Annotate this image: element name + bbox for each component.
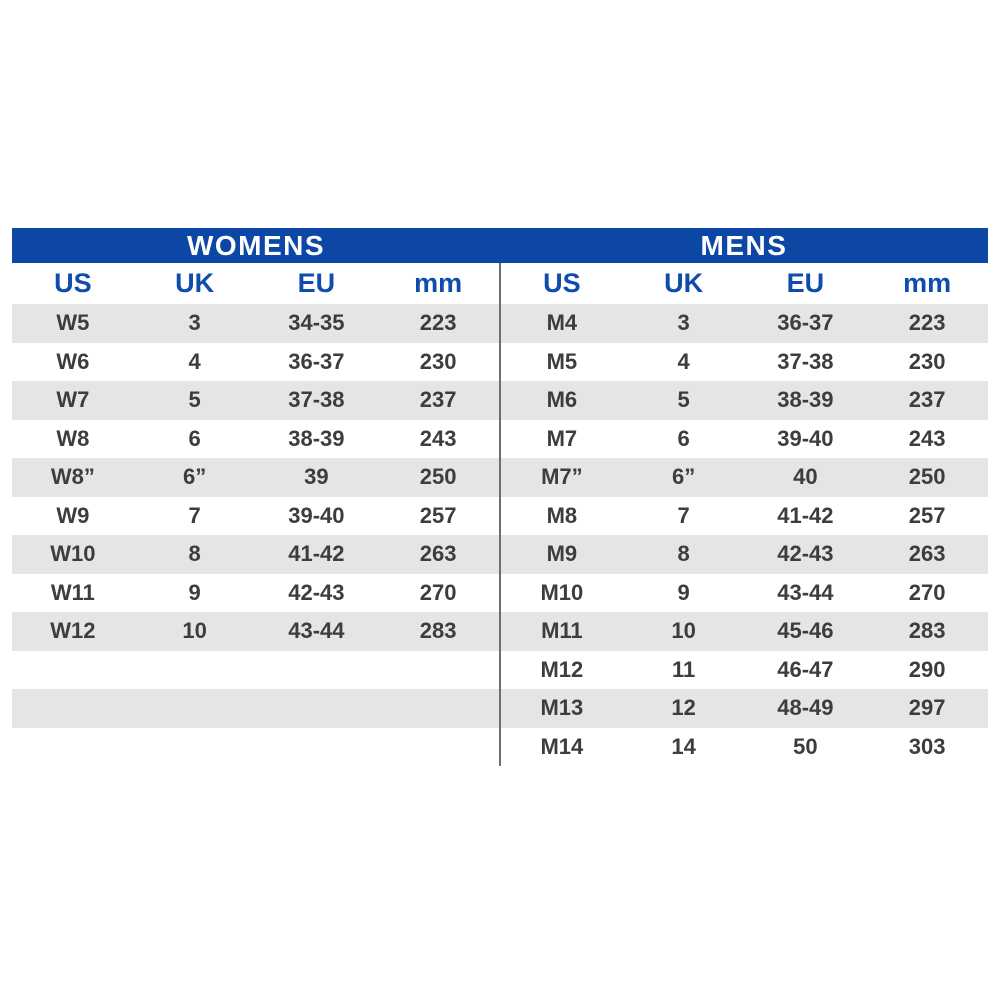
cell-uk: 9	[188, 579, 201, 605]
table-row	[501, 689, 988, 728]
table-row	[501, 535, 988, 574]
cell-us: M7”	[541, 464, 583, 490]
cell-us: M5	[546, 348, 578, 374]
womens-section-title: WOMENS	[186, 229, 326, 261]
cell-uk: 6”	[183, 464, 207, 490]
cell-uk: 5	[677, 387, 690, 413]
table-row	[501, 574, 988, 613]
cell-uk: 4	[677, 348, 690, 374]
cell-mm: 223	[419, 310, 457, 336]
cell-eu: 42-43	[777, 541, 834, 567]
cell-uk: 9	[677, 579, 690, 605]
table-row	[12, 343, 499, 382]
cell-mm: 283	[419, 618, 457, 644]
cell-mm: 243	[908, 425, 946, 451]
table-row	[501, 728, 988, 767]
column-header-mm: mm	[414, 268, 463, 298]
table-row	[501, 458, 988, 497]
column-header-eu: EU	[297, 268, 336, 298]
cell-mm: 230	[908, 348, 946, 374]
cell-us: M12	[540, 656, 584, 682]
column-header-row	[501, 263, 988, 304]
cell-us: W9	[56, 502, 90, 528]
chart-title-bar	[12, 228, 988, 263]
table-row	[501, 497, 988, 536]
cell-mm: 237	[419, 387, 457, 413]
cell-uk: 10	[671, 618, 696, 644]
table-row	[501, 420, 988, 459]
cell-mm: 223	[908, 310, 946, 336]
cell-mm: 257	[419, 502, 457, 528]
cell-us: M6	[546, 387, 578, 413]
cell-eu: 39-40	[288, 502, 345, 528]
cell-eu: 39	[304, 464, 329, 490]
cell-uk: 10	[182, 618, 207, 644]
column-header-row	[12, 263, 499, 304]
cell-uk: 7	[677, 502, 690, 528]
cell-uk: 6	[188, 425, 201, 451]
table-row	[12, 497, 499, 536]
cell-us: W8	[56, 425, 90, 451]
cell-us: W8”	[50, 464, 95, 490]
cell-uk: 7	[188, 502, 201, 528]
cell-uk: 3	[677, 310, 690, 336]
mens-section-title: MENS	[700, 229, 788, 261]
cell-uk: 11	[671, 656, 696, 682]
cell-eu: 42-43	[288, 579, 345, 605]
cell-eu: 39-40	[777, 425, 834, 451]
cell-uk: 14	[671, 733, 696, 759]
cell-eu: 46-47	[777, 656, 834, 682]
cell-us: W6	[56, 348, 90, 374]
cell-us: M13	[540, 695, 584, 721]
table-row	[12, 420, 499, 459]
cell-eu: 38-39	[777, 387, 834, 413]
cell-eu: 34-35	[288, 310, 345, 336]
cell-eu: 43-44	[288, 618, 345, 644]
cell-mm: 237	[908, 387, 946, 413]
cell-eu: 48-49	[777, 695, 834, 721]
cell-mm: 257	[908, 502, 946, 528]
cell-us: W11	[50, 579, 95, 605]
cell-mm: 230	[419, 348, 457, 374]
cell-mm: 263	[908, 541, 946, 567]
cell-uk: 8	[188, 541, 201, 567]
column-header-us: US	[543, 268, 581, 298]
cell-us: M9	[546, 541, 578, 567]
mens-table	[501, 263, 988, 766]
empty-row	[12, 651, 499, 690]
column-header-us: US	[54, 268, 92, 298]
column-header-uk: UK	[664, 268, 704, 298]
table-row	[12, 458, 499, 497]
cell-us: M8	[546, 502, 578, 528]
table-row	[501, 651, 988, 690]
table-row	[501, 304, 988, 343]
cell-us: M10	[540, 579, 584, 605]
table-row	[12, 535, 499, 574]
cell-uk: 4	[188, 348, 201, 374]
table-row	[12, 612, 499, 651]
cell-us: W7	[56, 387, 90, 413]
column-header-uk: UK	[175, 268, 215, 298]
shoe-size-chart	[12, 228, 988, 766]
cell-us: W12	[50, 618, 96, 644]
cell-eu: 38-39	[288, 425, 345, 451]
cell-eu: 37-38	[288, 387, 345, 413]
cell-uk: 3	[188, 310, 201, 336]
cell-mm: 243	[419, 425, 457, 451]
cell-eu: 40	[793, 464, 818, 490]
womens-table	[12, 263, 499, 766]
cell-us: W5	[56, 310, 90, 336]
table-row	[12, 574, 499, 613]
cell-mm: 283	[908, 618, 946, 644]
cell-mm: 250	[908, 464, 946, 490]
cell-uk: 8	[677, 541, 690, 567]
cell-us: M11	[541, 618, 583, 644]
cell-uk: 6”	[672, 464, 696, 490]
cell-mm: 290	[908, 656, 946, 682]
cell-uk: 12	[671, 695, 696, 721]
cell-eu: 45-46	[777, 618, 834, 644]
cell-uk: 5	[188, 387, 201, 413]
cell-us: W10	[50, 541, 96, 567]
cell-mm: 270	[908, 579, 946, 605]
column-header-mm: mm	[903, 268, 952, 298]
cell-us: M7	[546, 425, 578, 451]
tables-container	[12, 263, 988, 766]
cell-us: M14	[540, 733, 584, 759]
cell-mm: 250	[419, 464, 457, 490]
cell-eu: 37-38	[777, 348, 834, 374]
table-row	[12, 304, 499, 343]
column-header-eu: EU	[786, 268, 825, 298]
cell-eu: 36-37	[288, 348, 345, 374]
empty-row	[12, 689, 499, 728]
cell-mm: 303	[908, 733, 946, 759]
table-row	[501, 612, 988, 651]
cell-uk: 6	[677, 425, 690, 451]
cell-eu: 41-42	[777, 502, 834, 528]
cell-mm: 263	[419, 541, 457, 567]
cell-us: M4	[546, 310, 578, 336]
table-row	[501, 343, 988, 382]
table-row	[12, 381, 499, 420]
cell-eu: 41-42	[288, 541, 345, 567]
cell-eu: 36-37	[777, 310, 834, 336]
table-row	[501, 381, 988, 420]
cell-eu: 43-44	[777, 579, 834, 605]
cell-mm: 270	[419, 579, 457, 605]
cell-mm: 297	[908, 695, 946, 721]
cell-eu: 50	[793, 733, 818, 759]
